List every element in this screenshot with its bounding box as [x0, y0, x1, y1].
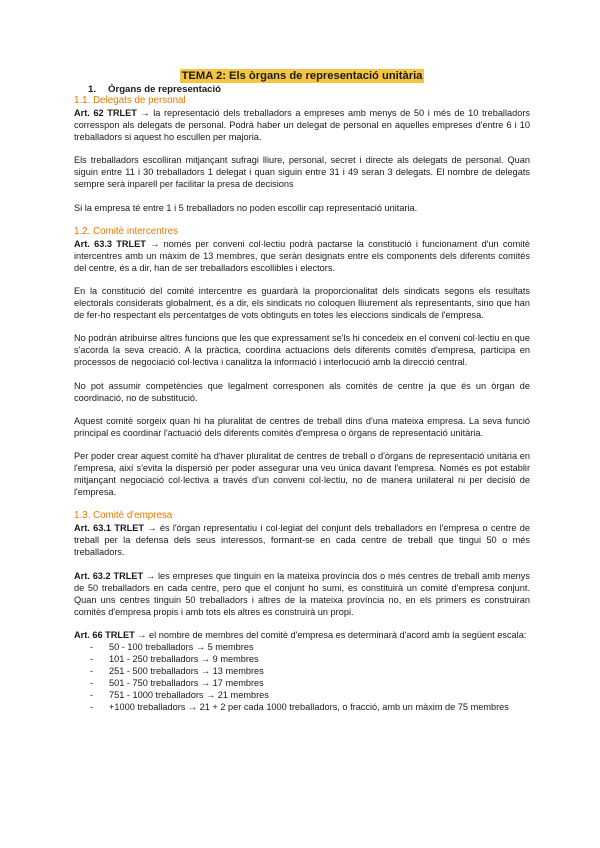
- article-ref: Art. 66 TRLET: [74, 629, 135, 640]
- paragraph-text: → només per conveni col·lectiu podrà pactarse la constitució i funcionament d'un comitè intercentres amb un màxim de 13 membres, que seràn designats entre els components dels diferents comités del centre, és a dir, han de ser treballadors escollibles i electors.: [74, 238, 530, 273]
- paragraph: [74, 629, 530, 641]
- paragraph: No pot assumir competències que legalment corresponen als comitès de centre ja que és un òrgan de coordinació, no de substitució.: [74, 380, 530, 403]
- paragraph: En la constitució del comité intercentre es guardarà la proporcionalitat dels sindicats segons els resultats electorals considerats globalment, és a dir, els sindicats no coloquen lliurement als representants, sino que han de fer-ho respectant els percentatges de vots obtinguts en totes les eleccions sindicals de l'empresa.: [74, 285, 530, 321]
- article-ref: Art. 63.1 TRLET: [74, 523, 144, 534]
- paragraph: [74, 570, 530, 618]
- member-scale-list: [74, 641, 530, 714]
- paragraph: [74, 522, 530, 558]
- paragraph: Per poder crear aquest comitè ha d'haver pluralitat de centres de treball o d'òrgans de representació unitària en l'empresa, així s'evita la dispersió per poder assegurar una veu única davant l'empresa. Només es pot establir mitjançant negociació col·lectiva a través d'un conveni col·lectiu, no de manera unilateral ni per decisió de l'empresa.: [74, 450, 530, 498]
- section-number: 1.: [88, 84, 97, 95]
- title-wrap: [74, 69, 530, 83]
- section-label: Òrgans de representació: [108, 84, 222, 95]
- paragraph-text: → el nombre de membres del comitè d'empresa es determinarà d'acord amb la següent escala:: [134, 629, 527, 640]
- subsection-heading-comite-empresa: 1.3. Comitè d'empresa: [74, 510, 173, 522]
- article-ref: Art. 63.3 TRLET: [74, 238, 146, 249]
- paragraph: Aquest comitè sorgeix quan hi ha pluralitat de centres de treball dins d'una mateixa empresa. La seva funció principal es coordinar l'actuació dels diferents comitès d'empresa o òrgans de representació unitària.: [74, 415, 530, 438]
- article-ref: Art. 62 TRLET: [74, 108, 137, 118]
- paragraph: Els treballadors escolliran mitjançant sufragi lliure, personal, secret i directe als delegats de personal. Quan siguin entre 11 i 30 treballadors 1 delegat i quan siguin entre 31 i 49 seran 3 delegats. El nombre de delegats sempre serà inparell per facilitar la presa de decisions: [74, 155, 530, 190]
- list-item: - 751 - 1000 treballadors → 21 membres: [74, 689, 530, 701]
- subsection-heading-delegats: 1.1. Delegats de personal: [74, 95, 186, 106]
- paragraph: [74, 107, 530, 143]
- list-item: - 251 - 500 treballadors → 13 membres: [74, 665, 530, 677]
- paragraph: [74, 238, 530, 274]
- list-item: - +1000 treballadors → 21 + 2 per cada 1000 treballadors, o fracció, amb un màxim de 75 membres: [74, 701, 530, 713]
- paragraph-text: → és l'òrgan representatiu i col·legiat del conjunt dels treballadors en l'empresa o centre de treball per la defensa dels seus interessos, formant-se en cada centre de treball que tingui 50 o més treballadors.: [74, 523, 530, 558]
- paragraph: No podrán atribuirse altres funcions que les que expressament se'ls hi concedeix en el conveni col·lectiu en que s'acorda la seva creació. A la pràctica, coordina actuacions dels diferents comitès d'empresa, participa en processos de negociació col·lectiva i canalitza la informació i interlocució amb la direcció central.: [74, 333, 530, 368]
- document-body: [74, 69, 530, 714]
- list-item: - 101 - 250 treballadors → 9 membres: [74, 653, 530, 665]
- paragraph-text: → la representació dels treballadors a empreses amb menys de 50 i més de 10 treballadors corresspon als delegats de personal. Podrà haber un delegat de personal en aquelles empreses d'entre 6 i 10 treballadors si aquest ho escullen per majoria.: [74, 108, 530, 143]
- list-item: - 501 - 750 treballadors → 17 membres: [74, 677, 530, 689]
- paragraph-text: → les empreses que tinguin en la mateixa província dos o més centres de treball amb menys de 50 treballadors en cada centre, pero que el conjunt ho sumi, es constituirà un comité d'empresa conjunt. Quan uns centres tinguin 50 treballadors i altres de la mateixa província no, en els primers es construiran comitès d'empresa propis i amb tots els altres es construirà un propi.: [74, 570, 530, 617]
- list-item: - 50 - 100 treballadors → 5 membres: [74, 641, 530, 653]
- subsection-heading-intercentres: 1.2. Comitè intercentres: [74, 225, 179, 237]
- document-title: TEMA 2: Els òrgans de representació unitària: [181, 70, 423, 82]
- article-ref: Art. 63.2 TRLET: [74, 570, 144, 581]
- section-heading: [88, 84, 530, 95]
- paragraph: Si la empresa té entre 1 i 5 treballadors no poden escollir cap representació unitaria.: [74, 202, 418, 213]
